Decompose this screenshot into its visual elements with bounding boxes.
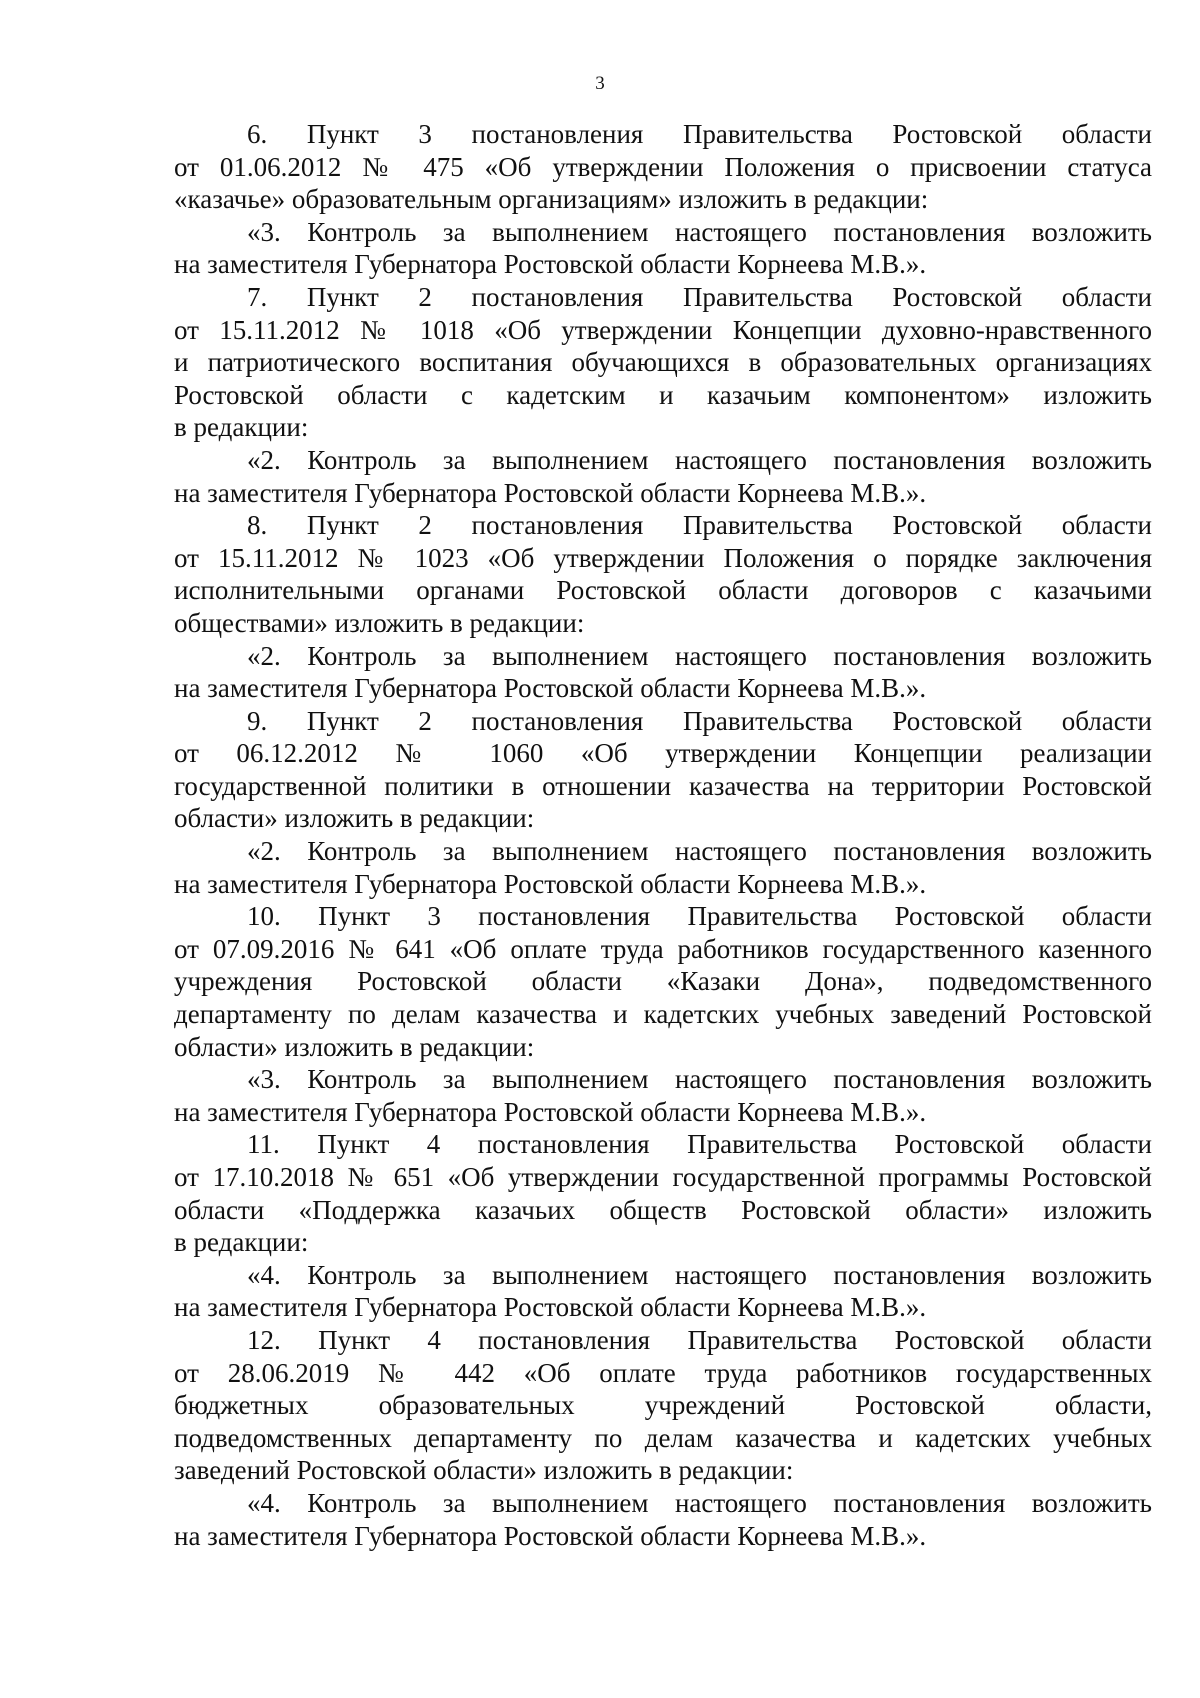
paragraph-item-9 xyxy=(174,705,1152,835)
text-line: «4. Контроль за выполнением настоящего постановления возложить xyxy=(247,1487,1152,1518)
text-line: «2. Контроль за выполнением настоящего постановления возложить xyxy=(247,836,1152,867)
paragraph-item-7 xyxy=(174,281,1152,444)
text-line: и патриотического воспитания обучающихся в образовательных организациях xyxy=(174,347,1152,378)
text-line: от 06.12.2012 № 1060 «Об утверждении Концепции реализации xyxy=(174,738,1152,769)
text-line: подведомственных департаменту по делам казачества и кадетских учебных xyxy=(174,1422,1152,1453)
text-line: 6. Пункт 3 постановления Правительства Ростовской области xyxy=(247,119,1152,149)
text-line: области» изложить в редакции: xyxy=(174,1031,535,1062)
text-line: учреждения Ростовской области «Казаки Дона», подведомственного xyxy=(174,966,1152,997)
text-line: на заместителя Губернатора Ростовской области Корнеева М.В.». xyxy=(174,673,927,704)
text-line: 12. Пункт 4 постановления Правительства Ростовской области xyxy=(247,1324,1152,1355)
text-line: 7. Пункт 2 постановления Правительства Ростовской области xyxy=(247,281,1152,312)
paragraph-item-6 xyxy=(174,118,1152,216)
text-line: 10. Пункт 3 постановления Правительства Ростовской области xyxy=(247,901,1152,932)
text-line: на заместителя Губернатора Ростовской области Корнеева М.В.». xyxy=(174,868,927,899)
text-line: бюджетных образовательных учреждений Ростовской области, xyxy=(174,1390,1152,1421)
text-line: «3. Контроль за выполнением настоящего постановления возложить xyxy=(247,1064,1152,1095)
text-line: 11. Пункт 4 постановления Правительства Ростовской области xyxy=(247,1129,1152,1160)
paragraph-item-8 xyxy=(174,509,1152,639)
text-line: «казачье» образовательным организациям» изложить в редакции: xyxy=(174,184,929,215)
quoted-provision xyxy=(174,1259,1152,1324)
text-line: «3. Контроль за выполнением настоящего постановления возложить xyxy=(247,216,1152,247)
quoted-provision xyxy=(174,640,1152,705)
text-line: от 17.10.2018 № 651 «Об утверждении государственной программы Ростовской xyxy=(174,1162,1152,1192)
text-line: области» изложить в редакции: xyxy=(174,803,535,834)
text-line: на заместителя Губернатора Ростовской области Корнеева М.В.». xyxy=(174,477,927,508)
text-line: от 15.11.2012 № 1023 «Об утверждении Положения о порядке заключения xyxy=(174,542,1152,573)
quoted-provision xyxy=(174,1063,1152,1128)
text-line: от 28.06.2019 № 442 «Об оплате труда работников государственных xyxy=(174,1357,1152,1388)
quoted-provision xyxy=(174,1487,1152,1552)
text-line: на заместителя Губернатора Ростовской области Корнеева М.В.». xyxy=(174,249,927,280)
text-line: 9. Пункт 2 постановления Правительства Ростовской области xyxy=(247,705,1152,736)
text-line: департаменту по делам казачества и кадетских учебных заведений Ростовской xyxy=(174,999,1152,1030)
text-line: заведений Ростовской области» изложить в редакции: xyxy=(174,1455,794,1486)
text-line: от 07.09.2016 № 641 «Об оплате труда работников государственного казенного xyxy=(174,933,1152,964)
paragraph-item-11 xyxy=(174,1128,1152,1258)
page-number: 3 xyxy=(595,73,605,94)
quoted-provision xyxy=(174,216,1152,281)
text-line: от 15.11.2012 № 1018 «Об утверждении Концепции духовно-нравственного xyxy=(174,314,1152,345)
text-line: исполнительными органами Ростовской области договоров с казачьими xyxy=(174,575,1152,606)
paragraph-item-12 xyxy=(174,1324,1152,1487)
paragraph-item-10 xyxy=(174,900,1152,1063)
text-line: на заместителя Губернатора Ростовской области Корнеева М.В.». xyxy=(174,1096,927,1127)
text-line: на заместителя Губернатора Ростовской области Корнеева М.В.». xyxy=(174,1520,927,1551)
text-line: обществами» изложить в редакции: xyxy=(174,607,585,638)
quoted-provision xyxy=(174,835,1152,900)
text-line: «4. Контроль за выполнением настоящего постановления возложить xyxy=(247,1259,1152,1290)
text-line: «2. Контроль за выполнением настоящего постановления возложить xyxy=(247,640,1152,671)
text-line: Ростовской области с кадетским и казачьим компонентом» изложить xyxy=(174,379,1152,410)
text-line: «2. Контроль за выполнением настоящего постановления возложить xyxy=(247,444,1152,475)
document-body xyxy=(174,118,1152,1552)
text-line: от 01.06.2012 № 475 «Об утверждении Положения о присвоении статуса xyxy=(174,151,1152,182)
text-line: в редакции: xyxy=(174,412,309,443)
text-line: области «Поддержка казачьих обществ Ростовской области» изложить xyxy=(174,1194,1152,1225)
text-line: на заместителя Губернатора Ростовской области Корнеева М.В.». xyxy=(174,1292,927,1323)
text-line: в редакции: xyxy=(174,1227,309,1258)
quoted-provision xyxy=(174,444,1152,509)
text-line: государственной политики в отношении казачества на территории Ростовской xyxy=(174,770,1152,801)
text-line: 8. Пункт 2 постановления Правительства Ростовской области xyxy=(247,510,1152,541)
